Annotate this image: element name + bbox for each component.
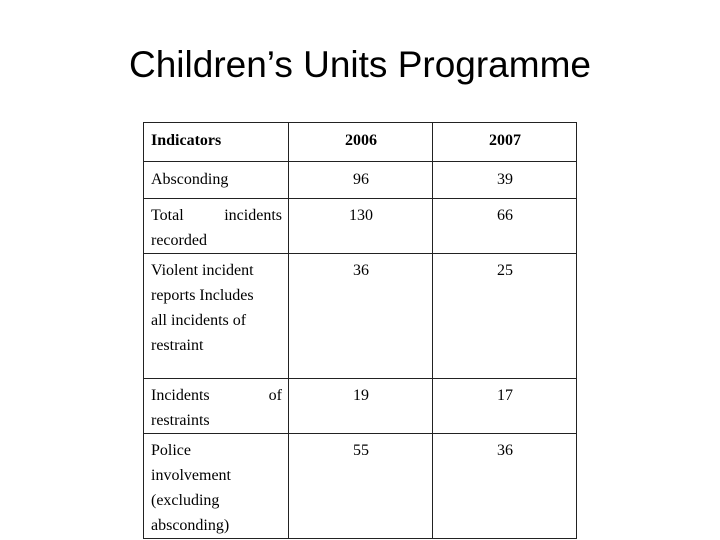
table-row xyxy=(144,379,577,434)
value-2007: 39 xyxy=(433,162,577,199)
value-2006: 36 xyxy=(289,254,433,379)
header-2007: 2007 xyxy=(433,123,577,162)
value-2007: 25 xyxy=(433,254,577,379)
indicator-cell: Police involvement (excluding absconding) xyxy=(144,434,289,539)
value-2007: 36 xyxy=(433,434,577,539)
table-header-row xyxy=(144,123,577,162)
table-row xyxy=(144,162,577,199)
value-2006: 55 xyxy=(289,434,433,539)
slide-title: Children’s Units Programme xyxy=(129,44,591,85)
value-2006: 96 xyxy=(289,162,433,199)
indicator-cell: Incidents of restraints xyxy=(144,379,289,434)
header-indicators: Indicators xyxy=(144,123,289,162)
value-2006: 130 xyxy=(289,199,433,254)
value-2007: 17 xyxy=(433,379,577,434)
indicators-table xyxy=(143,122,577,539)
value-2006: 19 xyxy=(289,379,433,434)
indicator-cell: Total incidents recorded xyxy=(144,199,289,254)
table-row xyxy=(144,199,577,254)
value-2007: 66 xyxy=(433,199,577,254)
indicator-cell: Violent incident reports Includes all incidents of restraint xyxy=(144,254,289,379)
header-2006: 2006 xyxy=(289,123,433,162)
indicator-cell: Absconding xyxy=(144,162,289,199)
table-row xyxy=(144,434,577,539)
table-row xyxy=(144,254,577,379)
